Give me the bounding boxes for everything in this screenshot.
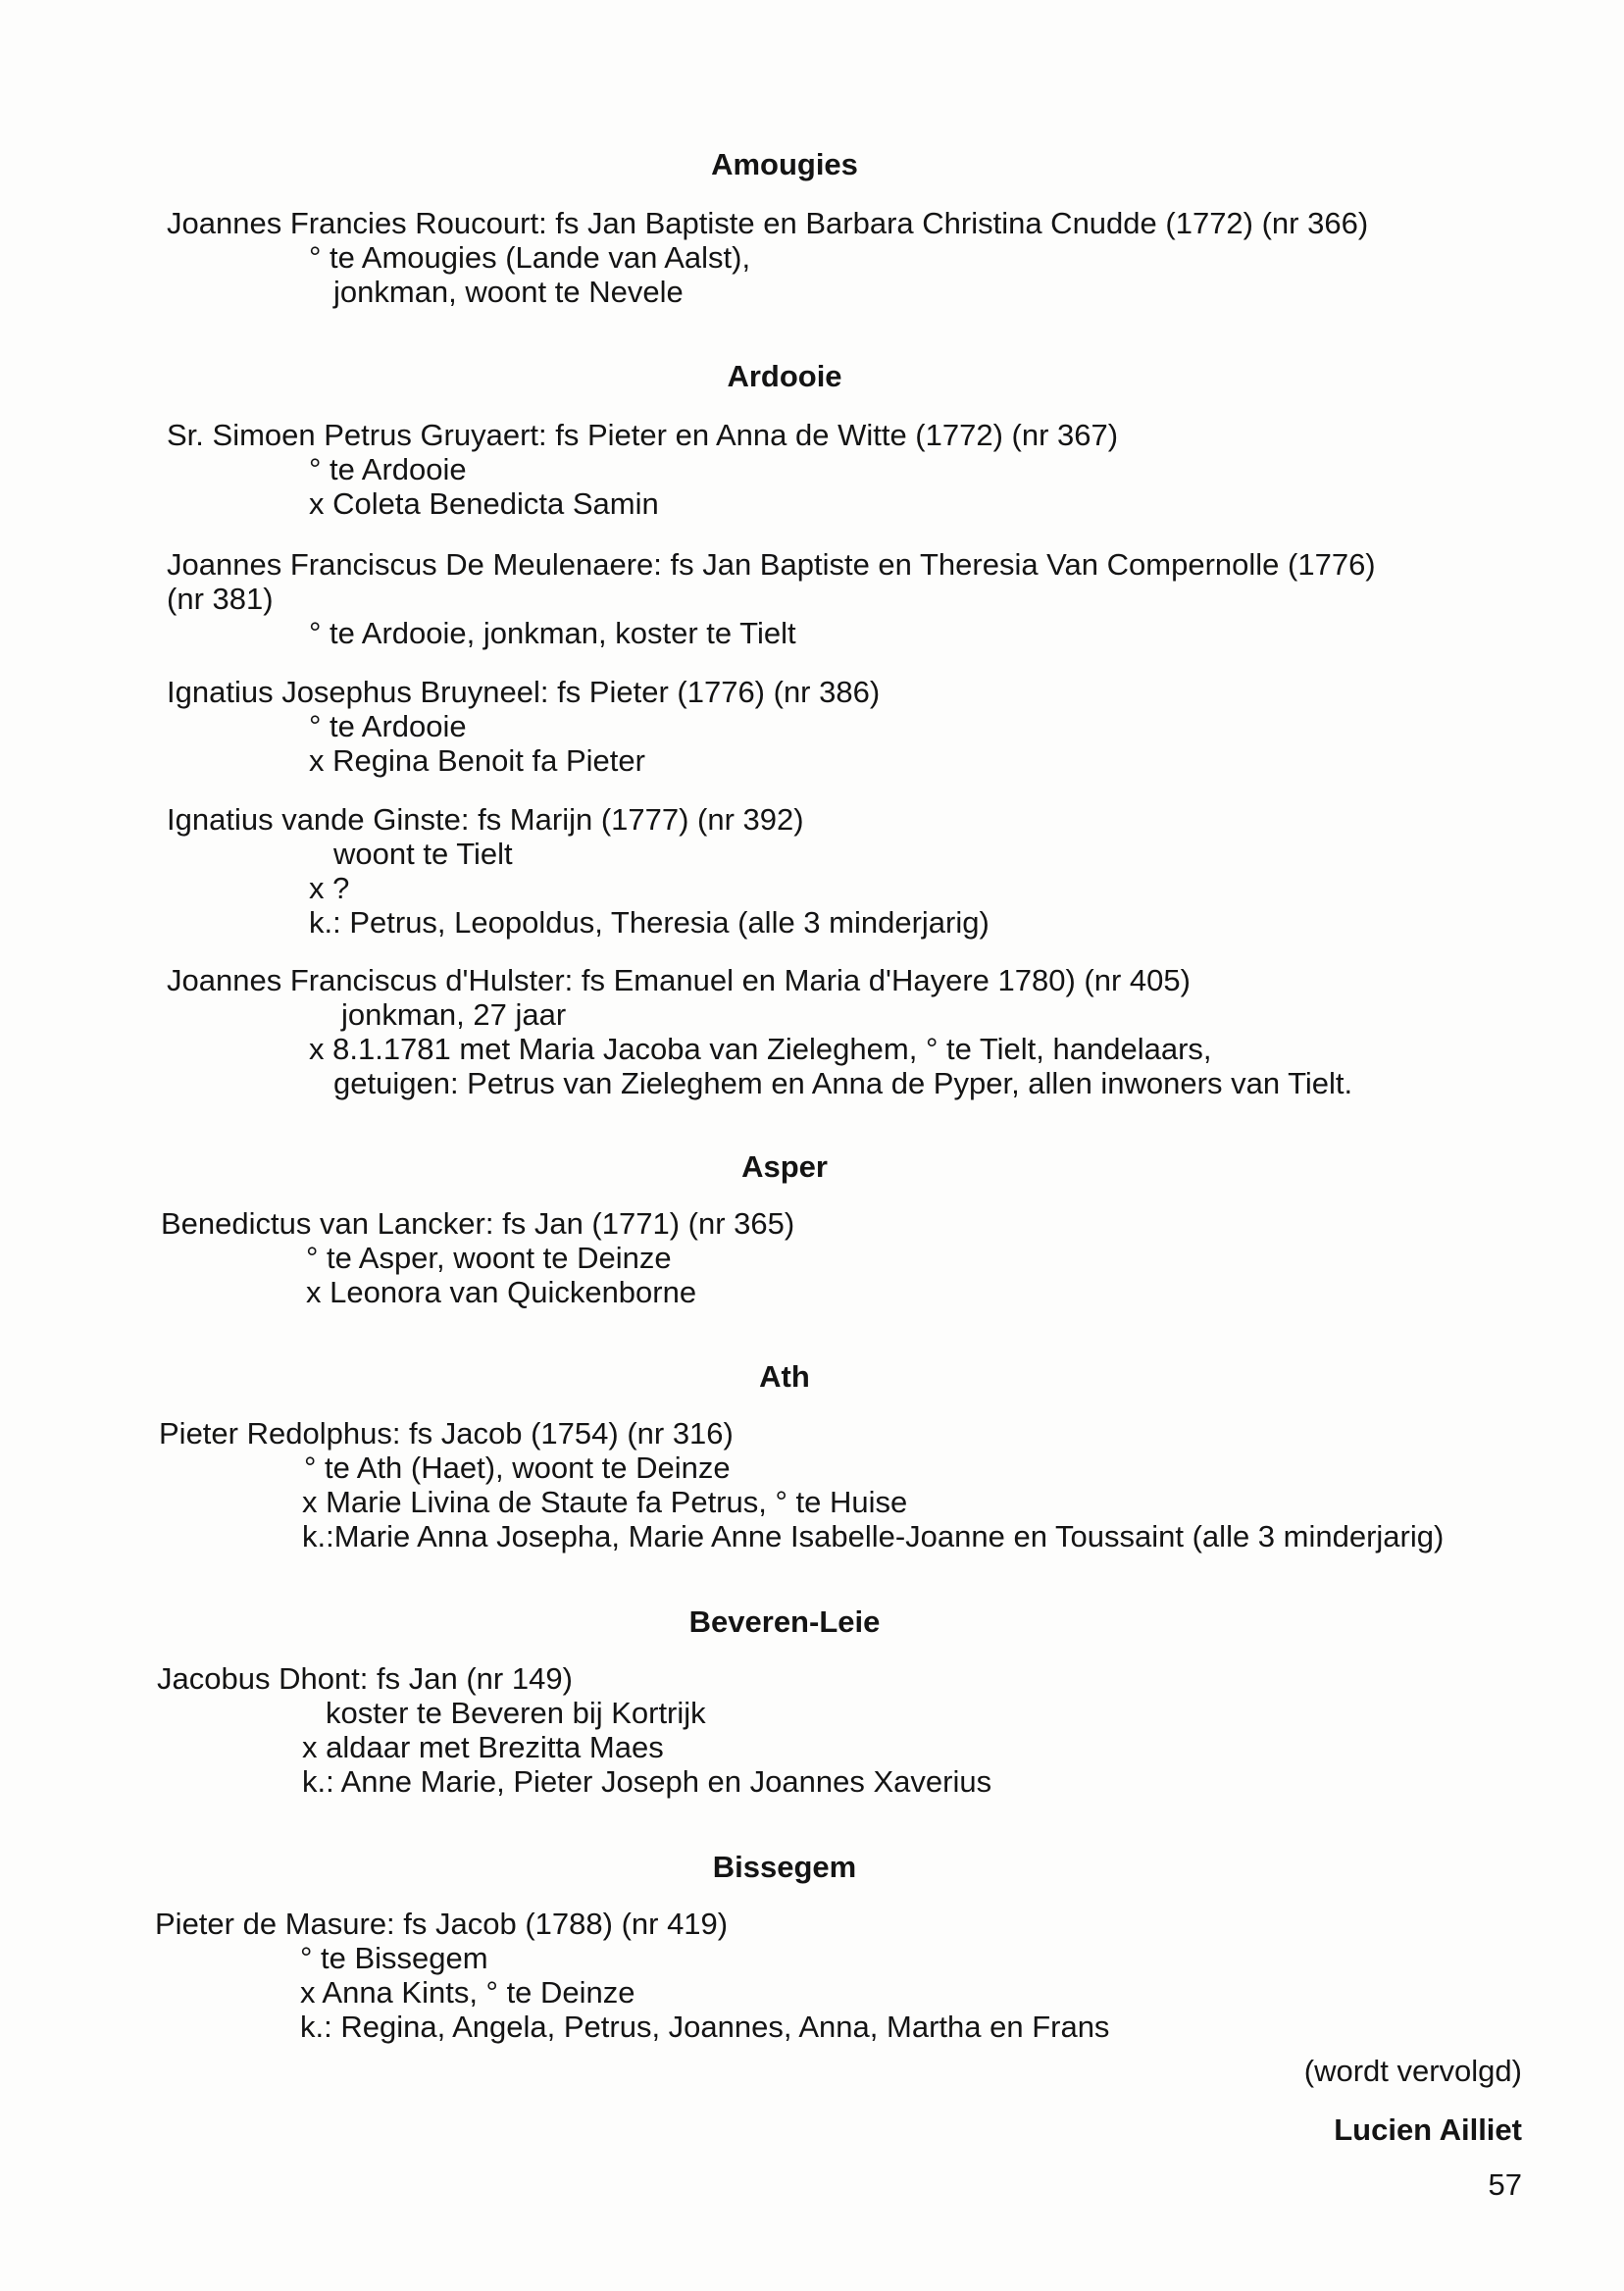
entry-line: woont te Tielt [333,837,513,871]
entry-redolphus [159,1416,1444,1553]
entry-line: k.:Marie Anna Josepha, Marie Anne Isabelle-Joanne en Toussaint (alle 3 minderjarig) [302,1519,1445,1553]
entry-line: Joannes Francies Roucourt: fs Jan Baptiste en Barbara Christina Cnudde (1772) (nr 366) [167,206,1369,240]
entry-line: x aldaar met Brezitta Maes [302,1730,664,1764]
entry-line: Ignatius vande Ginste: fs Marijn (1777) (nr 392) [167,802,804,837]
entry-line: ° te Amougies (Lande van Aalst), [309,240,751,275]
section-heading-ardooie: Ardooie [727,359,842,393]
entry-line: jonkman, 27 jaar [341,997,567,1032]
continued-note: (wordt vervolgd) [1303,2054,1522,2088]
entry-gruyaert [167,418,1118,521]
entry-roucourt [167,206,1368,309]
page-number: 57 [1488,2167,1522,2202]
entry-line: x ? [309,871,350,905]
entry-line: x Coleta Benedicta Samin [309,486,659,521]
entry-line: Ignatius Josephus Bruyneel: fs Pieter (1776) (nr 386) [167,675,881,709]
entry-line: ° te Ardooie [309,709,467,743]
entry-line: koster te Beveren bij Kortrijk [326,1696,706,1730]
entry-line: getuigen: Petrus van Zieleghem en Anna de Pyper, allen inwoners van Tielt. [333,1066,1353,1100]
entry-line: Joannes Franciscus d'Hulster: fs Emanuel en Maria d'Hayere 1780) (nr 405) [167,963,1191,997]
entry-line: x 8.1.1781 met Maria Jacoba van Zieleghem, ° te Tielt, handelaars, [309,1032,1212,1066]
entry-line: Pieter Redolphus: fs Jacob (1754) (nr 316) [159,1416,734,1451]
entry-line: ° te Ath (Haet), woont te Deinze [304,1451,731,1485]
section-heading-asper: Asper [741,1149,828,1184]
entry-line: ° te Ardooie [309,452,467,486]
entry-bruyneel [167,675,880,778]
entry-line: x Marie Livina de Staute fa Petrus, ° te Huise [302,1485,908,1519]
entry-line: k.: Anne Marie, Pieter Joseph en Joannes Xaverius [302,1764,992,1799]
entry-line: x Anna Kints, ° te Deinze [300,1975,635,2010]
entry-line: jonkman, woont te Nevele [333,275,684,309]
entry-line: ° te Asper, woont te Deinze [306,1241,672,1275]
section-heading-beveren-leie: Beveren-Leie [688,1604,881,1639]
section-heading-ath: Ath [759,1359,810,1394]
entry-de-masure [155,1907,1109,2044]
entry-line: (nr 381) [167,582,274,616]
entry-d-hulster [167,963,1352,1100]
entry-line: x Regina Benoit fa Pieter [309,743,645,778]
entry-dhont [157,1661,991,1799]
entry-line: Sr. Simoen Petrus Gruyaert: fs Pieter en Anna de Witte (1772) (nr 367) [167,418,1119,452]
entry-van-lancker [161,1206,794,1309]
entry-line: k.: Regina, Angela, Petrus, Joannes, Anna, Martha en Frans [300,2010,1110,2044]
section-heading-amougies: Amougies [711,147,858,181]
entry-vande-ginste [167,802,990,940]
author-name: Lucien Ailliet [1334,2113,1522,2147]
entry-line: Jacobus Dhont: fs Jan (nr 149) [157,1661,573,1696]
entry-line: ° te Ardooie, jonkman, koster te Tielt [309,616,796,650]
entry-line: ° te Bissegem [300,1941,488,1975]
entry-line: Joannes Franciscus De Meulenaere: fs Jan Baptiste en Theresia Van Compernolle (1776) [167,547,1376,582]
section-heading-bissegem: Bissegem [712,1850,857,1884]
entry-line: x Leonora van Quickenborne [306,1275,697,1309]
entry-line: Pieter de Masure: fs Jacob (1788) (nr 419) [155,1907,729,1941]
entry-de-meulenaere [167,547,1376,650]
entry-line: k.: Petrus, Leopoldus, Theresia (alle 3 minderjarig) [309,905,990,940]
entry-line: Benedictus van Lancker: fs Jan (1771) (nr 365) [161,1206,795,1241]
